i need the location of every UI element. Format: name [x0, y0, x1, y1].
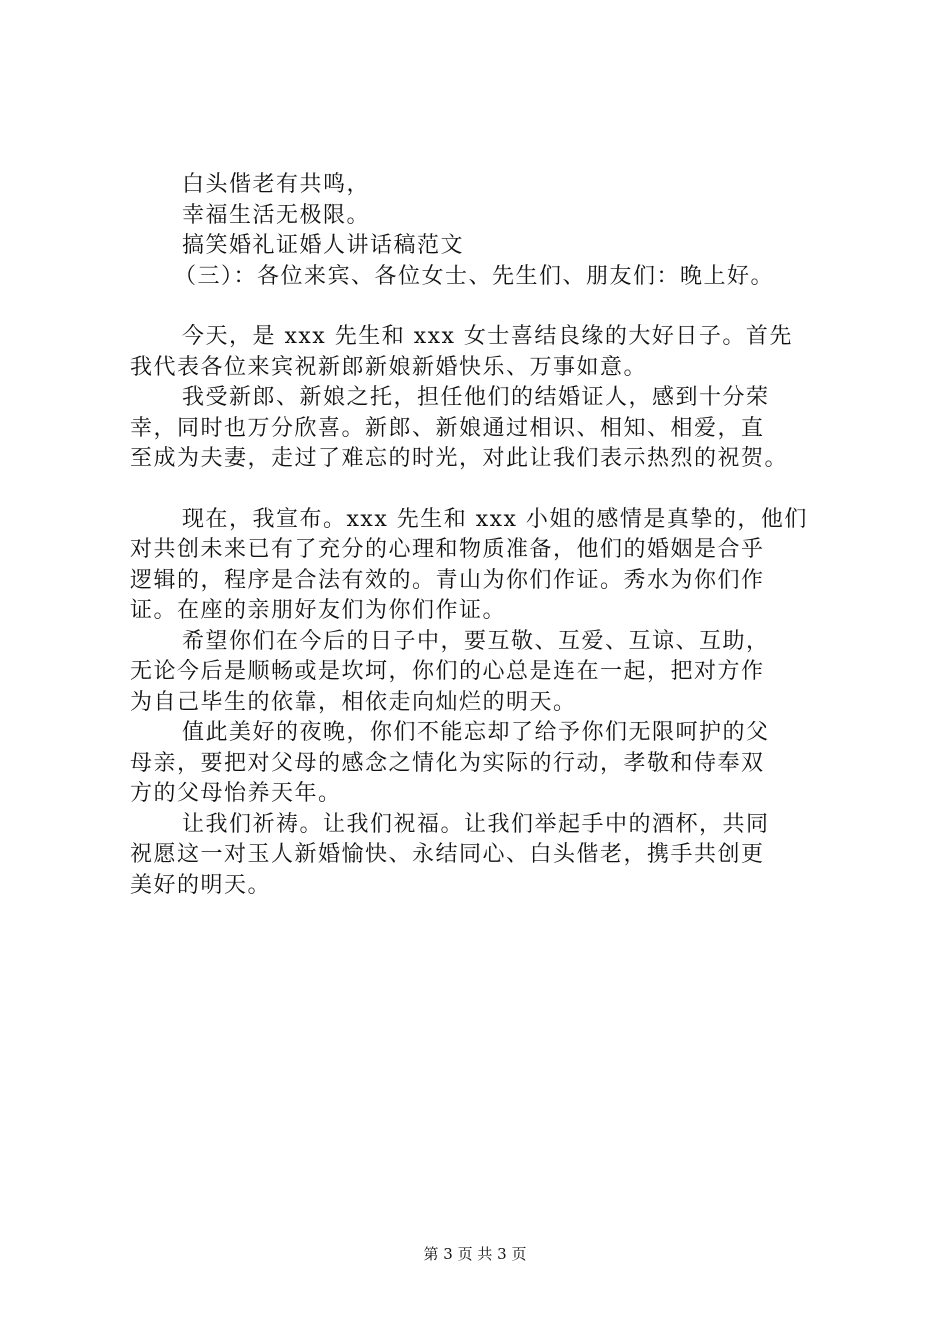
document-body: [130, 170, 855, 901]
paragraph-gap: [130, 292, 855, 322]
text-line: 对共创未来已有了充分的心理和物质准备，他们的婚姻是合乎: [130, 537, 765, 562]
text-line: 值此美好的夜晚，你们不能忘却了给予你们无限呵护的父: [182, 720, 770, 745]
text-line: 证。在座的亲朋好友们为你们作证。: [130, 598, 507, 623]
text-line: 我代表各位来宾祝新郎新娘新婚快乐、万事如意。: [130, 354, 648, 380]
text-line: 幸，同时也万分欣喜。新郎、新娘通过相识、相知、相爱，直: [130, 415, 765, 441]
text-line: 白头偕老有共鸣，: [182, 172, 371, 197]
text-line: 今天，是 xxx 先生和 xxx 女士喜结良缘的大好日子。首先: [182, 324, 793, 349]
text-line: 现在，我宣布。xxx 先生和 xxx 小姐的感情是真挚的，他们: [182, 506, 808, 532]
text-line: 至成为夫妻，走过了难忘的时光，对此让我们表示热烈的祝贺。: [130, 446, 789, 471]
page-number-footer: 第 3 页 共 3 页: [423, 1245, 527, 1263]
text-line: 希望你们在今后的日子中，要互敬、互爱、互谅、互助，: [182, 628, 770, 654]
paragraph-gap: [130, 475, 855, 505]
text-line: 幸福生活无极限。: [182, 202, 371, 228]
text-line: 方的父母怡养天年。: [130, 781, 342, 806]
text-line: 为自己毕生的依靠，相依走向灿烂的明天。: [130, 689, 577, 715]
text-line: 祝愿这一对玉人新婚愉快、永结同心、白头偕老，携手共创更: [130, 842, 765, 867]
text-line: （三）：各位来宾、各位女士、先生们、朋友们：晚上好。: [174, 263, 775, 289]
text-line: 逻辑的，程序是合法有效的。青山为你们作证。秀水为你们作: [130, 567, 765, 593]
section-heading: 搞笑婚礼证婚人讲话稿范文: [182, 233, 465, 258]
text-line: 母亲，要把对父母的感念之情化为实际的行动，孝敬和侍奉双: [130, 750, 765, 776]
text-line: 我受新郎、新娘之托，担任他们的结婚证人，感到十分荣: [182, 385, 770, 410]
text-line: 让我们祈祷。让我们祝福。让我们举起手中的酒杯，共同: [182, 811, 770, 837]
text-line: 无论今后是顺畅或是坎坷，你们的心总是连在一起，把对方作: [130, 659, 765, 684]
text-line: 美好的明天。: [130, 872, 272, 898]
